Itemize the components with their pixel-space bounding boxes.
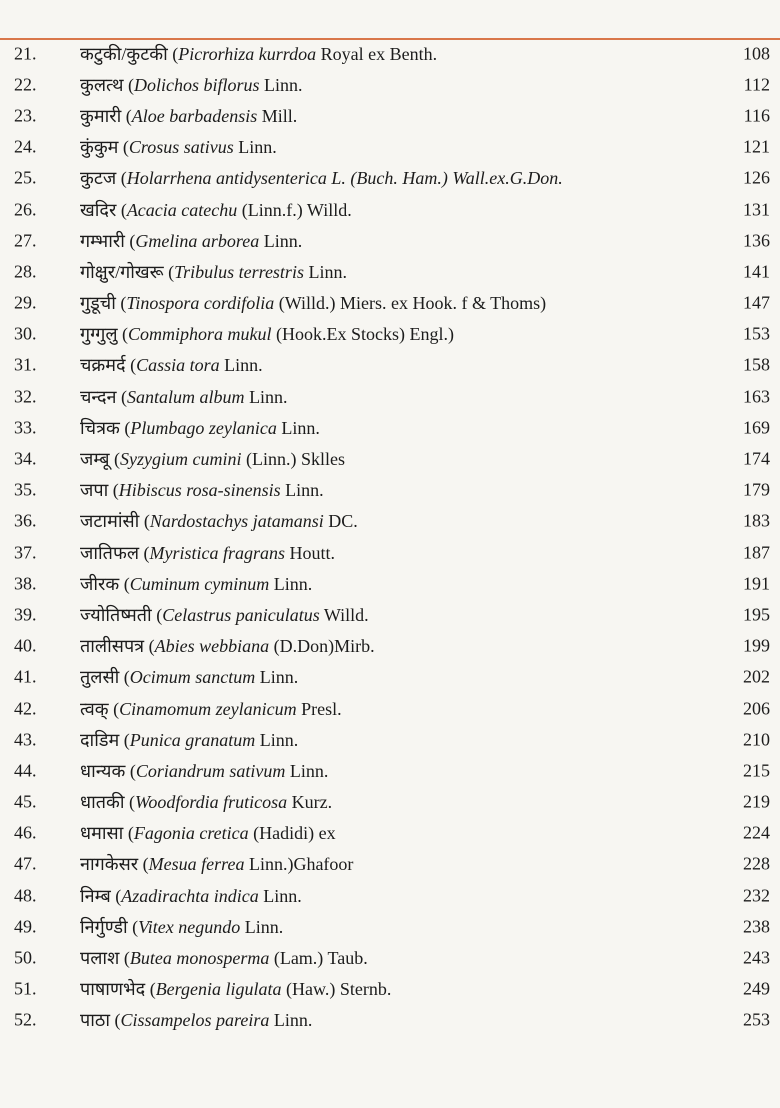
page-number: 141 <box>743 261 770 282</box>
hindi-name: कटुकी/कुटकी <box>80 43 168 64</box>
entry-number: 45. <box>14 791 37 812</box>
page-number: 215 <box>743 760 770 781</box>
entry-number: 48. <box>14 885 37 906</box>
page-number: 136 <box>743 230 770 251</box>
hindi-name: तुलसी <box>80 667 120 688</box>
page-number: 174 <box>743 448 770 469</box>
botanical-name: Tribulus terrestris <box>174 261 304 282</box>
author-citation: Royal ex Benth. <box>320 43 438 64</box>
entry-number: 34. <box>14 448 37 469</box>
entry-title: तालीसपत्र (Abies webbiana (D.Don)Mirb. <box>80 636 375 657</box>
hindi-name: जटामांसी <box>80 511 140 532</box>
page-number: 169 <box>743 417 770 438</box>
toc-entry <box>0 755 780 786</box>
toc-entry <box>0 787 780 818</box>
toc-entry <box>0 506 780 537</box>
botanical-name: Syzygium cumini <box>119 449 242 470</box>
entry-number: 25. <box>14 167 37 188</box>
hindi-name: कुमारी <box>80 105 122 126</box>
botanical-name: Woodfordia fruticosa <box>134 792 288 813</box>
botanical-name: Cissampelos pareira <box>120 1010 270 1031</box>
page-number: 179 <box>743 479 770 500</box>
entry-title: नागकेसर (Mesua ferrea Linn.)Ghafoor <box>80 854 354 875</box>
entry-title: ज्योतिष्मती (Celastrus paniculatus Willd. <box>80 604 369 625</box>
entry-number: 35. <box>14 479 37 500</box>
entry-number: 52. <box>14 1009 37 1030</box>
toc-entry <box>0 350 780 381</box>
entry-number: 38. <box>14 573 37 594</box>
entry-number: 49. <box>14 916 37 937</box>
botanical-name: Plumbago zeylanica <box>130 417 277 438</box>
entry-number: 46. <box>14 822 37 843</box>
author-citation: (Lam.) Taub. <box>273 948 368 969</box>
hindi-name: धान्यक <box>80 760 126 781</box>
botanical-name: Acacia catechu <box>126 199 238 220</box>
hindi-name: गुडूची <box>80 293 116 314</box>
entry-title: पलाश (Butea monosperma (Lam.) Taub. <box>80 948 368 969</box>
entry-title: गुग्गुलु (Commiphora mukul (Hook.Ex Stocks) Engl.) <box>80 324 455 345</box>
author-citation: Presl. <box>301 698 342 719</box>
author-citation: Linn. <box>263 885 302 906</box>
entry-title: पाठा (Cissampelos pareira Linn. <box>80 1010 313 1031</box>
author-citation: (Willd.) Miers. ex Hook. f & Thoms) <box>278 293 547 314</box>
hindi-name: कुलत्थ <box>80 74 124 95</box>
hindi-name: गुग्गुलु <box>80 324 118 345</box>
toc-entry <box>0 662 780 693</box>
page-number: 232 <box>743 885 770 906</box>
toc-entry <box>0 132 780 163</box>
page-number: 243 <box>743 947 770 968</box>
entry-number: 51. <box>14 978 37 999</box>
author-citation: Linn. <box>285 480 324 501</box>
hindi-name: कुटज <box>80 168 117 189</box>
hindi-name: जीरक <box>80 573 120 594</box>
entry-title: खदिर (Acacia catechu (Linn.f.) Willd. <box>80 199 352 220</box>
entry-title: कुमारी (Aloe barbadensis Mill. <box>80 105 298 126</box>
entry-title: चक्रमर्द (Cassia tora Linn. <box>80 355 263 376</box>
entry-title: त्वक् (Cinamomum zeylanicum Presl. <box>80 698 342 719</box>
author-citation: Linn. <box>224 355 263 376</box>
botanical-name: Picrorhiza kurrdoa <box>178 43 317 64</box>
page-number: 195 <box>743 604 770 625</box>
hindi-name: खदिर <box>80 199 117 220</box>
page-number: 210 <box>743 729 770 750</box>
page-number: 187 <box>743 542 770 563</box>
botanical-name: Punica granatum <box>129 729 256 750</box>
botanical-name: Crosus sativus <box>128 137 234 158</box>
toc-entry <box>0 69 780 100</box>
toc-entry <box>0 942 780 973</box>
botanical-name: Abies webbiana <box>154 636 270 657</box>
toc-entry <box>0 319 780 350</box>
page-number: 163 <box>743 386 770 407</box>
toc-entry <box>0 631 780 662</box>
page-number: 121 <box>743 136 770 157</box>
hindi-name: ज्योतिष्मती <box>80 604 152 625</box>
page-number: 249 <box>743 978 770 999</box>
entry-number: 22. <box>14 74 37 95</box>
author-citation: (Linn.) Sklles <box>245 449 345 470</box>
entry-title: गुडूची (Tinospora cordifolia (Willd.) Miers. ex Hook. f & Thoms) <box>80 293 547 314</box>
hindi-name: कुंकुम <box>80 137 119 158</box>
author-citation: Linn.)Ghafoor <box>248 854 354 875</box>
hindi-name: दाडिम <box>80 729 120 750</box>
entry-title: निम्ब (Azadirachta indica Linn. <box>80 885 302 906</box>
hindi-name: नागकेसर <box>80 854 139 875</box>
toc-entry <box>0 693 780 724</box>
entry-title: धान्यक (Coriandrum sativum Linn. <box>80 760 329 781</box>
toc-entry <box>0 443 780 474</box>
entry-title: जातिफल (Myristica fragrans Houtt. <box>80 542 336 563</box>
page-number: 202 <box>743 666 770 687</box>
author-citation: (D.Don)Mirb. <box>273 636 375 657</box>
botanical-name: Butea monosperma <box>129 948 270 969</box>
hindi-name: धमासा <box>80 823 124 844</box>
page-number: 199 <box>743 635 770 656</box>
botanical-name: Santalum album <box>127 386 245 407</box>
botanical-name: Tinospora cordifolia <box>126 293 275 314</box>
botanical-name: Nardostachys jatamansi <box>149 511 324 532</box>
author-citation: Linn. <box>273 573 313 594</box>
entry-title: कुटज (Holarrhena antidysenterica L. (Buch. Ham.) Wall.ex.G.Don. <box>80 168 563 189</box>
author-citation: DC. <box>328 511 358 532</box>
page-number: 147 <box>743 292 770 313</box>
toc-entry <box>0 100 780 131</box>
toc-entry <box>0 849 780 880</box>
author-citation: (Haw.) Sternb. <box>286 979 392 1000</box>
author-citation: Linn. <box>289 760 329 781</box>
page-number: 228 <box>743 853 770 874</box>
hindi-name: निर्गुण्डी <box>80 916 128 937</box>
toc-entry <box>0 880 780 911</box>
entry-number: 41. <box>14 666 37 687</box>
author-citation: Linn. <box>259 667 299 688</box>
botanical-name: Fagonia cretica <box>133 823 249 844</box>
toc-entry <box>0 475 780 506</box>
entry-number: 42. <box>14 698 37 719</box>
hindi-name: चक्रमर्द <box>80 355 126 376</box>
entry-title: धमासा (Fagonia cretica (Hadidi) ex <box>80 823 336 844</box>
botanical-name: Myristica fragrans <box>149 542 286 563</box>
entry-number: 50. <box>14 947 37 968</box>
hindi-name: धातकी <box>80 792 125 813</box>
entry-title: जम्बू (Syzygium cumini (Linn.) Sklles <box>80 449 345 470</box>
entry-number: 28. <box>14 261 37 282</box>
entry-title: चित्रक (Plumbago zeylanica Linn. <box>80 417 320 438</box>
toc-entry <box>0 381 780 412</box>
botanical-name: Cuminum cyminum <box>129 573 270 594</box>
entry-number: 21. <box>14 43 37 64</box>
entry-title: कुलत्थ (Dolichos biflorus Linn. <box>80 74 303 95</box>
botanical-name: Hibiscus rosa-sinensis <box>118 480 281 501</box>
entry-title: दाडिम (Punica granatum Linn. <box>80 729 299 750</box>
botanical-name: Vitex negundo <box>138 916 241 937</box>
toc-entry <box>0 537 780 568</box>
entry-number: 30. <box>14 323 37 344</box>
hindi-name: जम्बू <box>80 449 110 470</box>
author-citation: Linn. <box>308 261 347 282</box>
author-citation: Linn. <box>259 729 299 750</box>
entry-number: 32. <box>14 386 37 407</box>
hindi-name: त्वक् <box>80 698 109 719</box>
entry-number: 33. <box>14 417 37 438</box>
page-number: 219 <box>743 791 770 812</box>
entry-number: 26. <box>14 199 37 220</box>
toc-entry <box>0 911 780 942</box>
toc-entry <box>0 818 780 849</box>
toc-entry <box>0 194 780 225</box>
entry-title: पाषाणभेद (Bergenia ligulata (Haw.) Sternb. <box>80 979 392 1000</box>
toc-entry <box>0 412 780 443</box>
page-number: 112 <box>743 74 770 95</box>
page-number: 126 <box>743 167 770 188</box>
botanical-name: Commiphora mukul <box>128 324 272 345</box>
toc-list <box>0 38 780 1036</box>
botanical-name: Ocimum sanctum <box>129 667 256 688</box>
toc-entry <box>0 256 780 287</box>
hindi-name: जपा <box>80 480 109 501</box>
entry-title: तुलसी (Ocimum sanctum Linn. <box>80 667 299 688</box>
hindi-name: चित्रक <box>80 417 120 438</box>
author-citation: Linn. <box>273 1010 313 1031</box>
page-number: 108 <box>743 43 770 64</box>
entry-title: जटामांसी (Nardostachys jatamansi DC. <box>80 511 358 532</box>
toc-entry <box>0 288 780 319</box>
toc-entry <box>0 38 780 69</box>
entry-title: जपा (Hibiscus rosa-sinensis Linn. <box>80 480 324 501</box>
toc-entry <box>0 163 780 194</box>
author-citation: Houtt. <box>289 542 336 563</box>
entry-title: गोक्षुर/गोखरू (Tribulus terrestris Linn. <box>80 261 347 282</box>
toc-entry <box>0 1005 780 1036</box>
botanical-name: Bergenia ligulata <box>155 979 282 1000</box>
page-number: 206 <box>743 698 770 719</box>
entry-title: चन्दन (Santalum album Linn. <box>80 386 288 407</box>
author-citation: Linn. <box>249 386 288 407</box>
hindi-name: गम्भारी <box>80 230 125 251</box>
entry-title: कुंकुम (Crosus sativus Linn. <box>80 137 277 158</box>
page-number: 183 <box>743 510 770 531</box>
author-citation: Linn. <box>244 916 284 937</box>
botanical-name: Celastrus paniculatus <box>162 604 320 625</box>
page-number: 116 <box>743 105 770 126</box>
author-citation: Kurz. <box>291 792 333 813</box>
hindi-name: पलाश <box>80 948 120 969</box>
entry-number: 24. <box>14 136 37 157</box>
entry-number: 29. <box>14 292 37 313</box>
entry-number: 36. <box>14 510 37 531</box>
toc-entry <box>0 568 780 599</box>
toc-entry <box>0 599 780 630</box>
author-citation: (Linn.f.) Willd. <box>241 199 352 220</box>
botanical-name: Mesua ferrea <box>148 854 245 875</box>
page-number: 131 <box>743 199 770 220</box>
author-citation: Mill. <box>261 105 298 126</box>
botanical-name: Cassia tora <box>136 355 220 376</box>
author-citation: Linn. <box>238 137 277 158</box>
author-citation: (Hadidi) ex <box>253 823 336 844</box>
hindi-name: निम्ब <box>80 885 111 906</box>
page-number: 224 <box>743 822 770 843</box>
entry-title: निर्गुण्डी (Vitex negundo Linn. <box>80 916 284 937</box>
hindi-name: जातिफल <box>80 542 140 563</box>
hindi-name: तालीसपत्र <box>80 636 145 657</box>
botanical-name: Gmelina arborea <box>135 230 260 251</box>
toc-entry <box>0 974 780 1005</box>
hindi-name: गोक्षुर/गोखरू <box>80 261 164 282</box>
entry-title: कटुकी/कुटकी (Picrorhiza kurrdoa Royal ex Benth. <box>80 43 438 64</box>
botanical-name: Coriandrum sativum <box>135 760 286 781</box>
entry-number: 47. <box>14 853 37 874</box>
botanical-name: Azadirachta indica <box>121 885 259 906</box>
hindi-name: चन्दन <box>80 386 117 407</box>
page-number: 158 <box>743 354 770 375</box>
entry-number: 39. <box>14 604 37 625</box>
page-number: 238 <box>743 916 770 937</box>
botanical-name: Aloe barbadensis <box>131 105 258 126</box>
author-citation: Willd. <box>323 604 369 625</box>
hindi-name: पाषाणभेद <box>80 979 146 1000</box>
botanical-name: Holarrhena antidysenterica L. (Buch. Ham.) Wall.ex.G.Don. <box>126 168 563 189</box>
author-citation: (Hook.Ex Stocks) Engl.) <box>276 324 455 345</box>
entry-number: 23. <box>14 105 37 126</box>
author-citation: Linn. <box>281 417 320 438</box>
entry-number: 37. <box>14 542 37 563</box>
entry-title: गम्भारी (Gmelina arborea Linn. <box>80 230 303 251</box>
author-citation: Linn. <box>263 74 303 95</box>
botanical-name: Cinamomum zeylanicum <box>119 698 297 719</box>
page-number: 153 <box>743 323 770 344</box>
page-number: 191 <box>743 573 770 594</box>
hindi-name: पाठा <box>80 1010 111 1031</box>
toc-entry <box>0 225 780 256</box>
author-citation: Linn. <box>263 230 303 251</box>
page-number: 253 <box>743 1009 770 1030</box>
entry-number: 40. <box>14 635 37 656</box>
entry-number: 44. <box>14 760 37 781</box>
entry-number: 31. <box>14 354 37 375</box>
botanical-name: Dolichos biflorus <box>133 74 260 95</box>
entry-number: 43. <box>14 729 37 750</box>
toc-entry <box>0 724 780 755</box>
entry-number: 27. <box>14 230 37 251</box>
entry-title: धातकी (Woodfordia fruticosa Kurz. <box>80 792 333 813</box>
entry-title: जीरक (Cuminum cyminum Linn. <box>80 573 313 594</box>
